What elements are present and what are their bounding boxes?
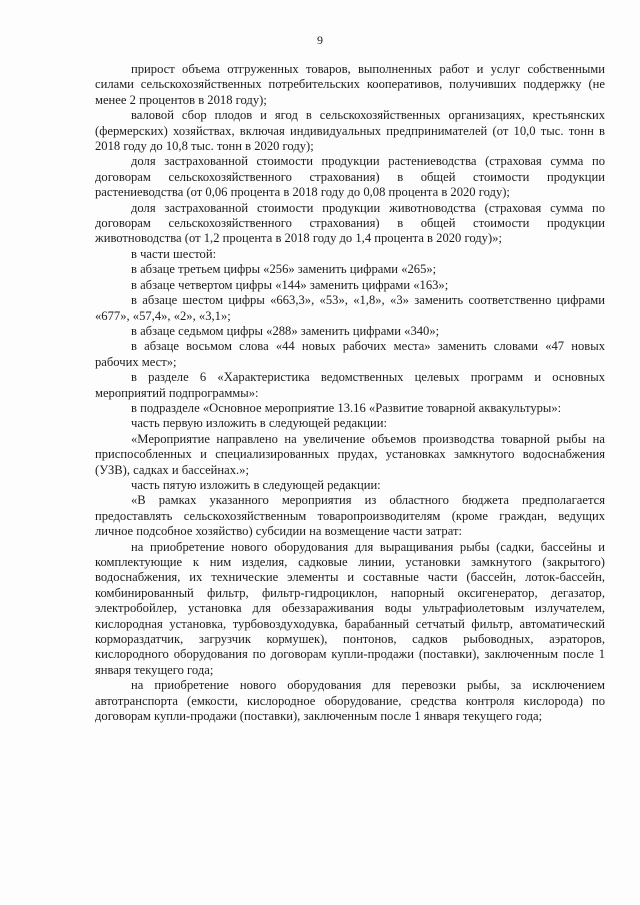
- paragraph: часть первую изложить в следующей редакции:: [131, 416, 387, 431]
- paragraph: на приобретение нового оборудования для выращивания рыбы (садки, бассейны и комплектующие к ним изделия, садковые линии, установки замкнутого (закрытого) водоснабжения, их технические элементы и составные части (бассейн, лоток-бассейн, комбинированный фильтр, фильтр-гидроциклон, напорный оксигенератор, дегазатор, электробойлер, установка для обеззараживания воды ультрафиолетовым излучателем, кислородная установка, турбовоздуходувка, барабанный сетчатый фильтр, автоматический кормораздатчик, загрузчик кормушек), понтонов, садков рыбоводных, аэраторов, кислородного оборудования по договорам купли-продажи (поставки), заключенным после 1 января текущего года;: [95, 539, 605, 677]
- page-number: 9: [317, 33, 323, 47]
- paragraph: «В рамках указанного мероприятия из областного бюджета предполагается предоставлять сельскохозяйственным товаропроизводителям (кроме граждан, ведущих личное подсобное хозяйство) субсидии на возмещение части затрат:: [95, 493, 605, 539]
- paragraph: в абзаце четвертом цифры «144» заменить цифрами «163»;: [131, 277, 449, 292]
- paragraph: часть пятую изложить в следующей редакции:: [131, 477, 381, 492]
- paragraph: на приобретение нового оборудования для перевозки рыбы, за исключением автотранспорта (емкости, кислородное оборудование, средства контроля кислорода) по договорам купли-продажи (поставки), заключенным после 1 января текущего года;: [95, 678, 605, 724]
- paragraph: прирост объема отгруженных товаров, выполненных работ и услуг собственными силами сельскохозяйственных потребительских кооперативов, получивших поддержку (не менее 2 процентов в 2018 году);: [95, 62, 605, 107]
- paragraph: в разделе 6 «Характеристика ведомственных целевых программ и основных мероприятий подпрограммы»:: [95, 370, 605, 400]
- paragraph: в подразделе «Основное мероприятие 13.16 «Развитие товарной аквакультуры»:: [131, 400, 562, 415]
- document-body: [95, 62, 605, 724]
- paragraph: в части шестой:: [131, 246, 217, 261]
- paragraph: в абзаце седьмом цифры «288» заменить цифрами «340»;: [131, 323, 440, 338]
- paragraph: в абзаце восьмом слова «44 новых рабочих места» заменить словами «47 новых рабочих мест»;: [95, 339, 605, 369]
- paragraph: «Мероприятие направлено на увеличение объемов производства товарной рыбы на приспособленных и специализированных прудах, установках замкнутого водоснабжения (УЗВ), садках и бассейнах.»;: [95, 431, 605, 477]
- paragraph: в абзаце третьем цифры «256» заменить цифрами «265»;: [131, 262, 437, 277]
- paragraph: доля застрахованной стоимости продукции животноводства (страховая сумма по договорам сельскохозяйственного страхования) в общей стоимости продукции животноводства (от 1,2 процента в 2018 году до 1,4 процента в 2020 году)»;: [95, 200, 605, 246]
- paragraph: валовой сбор плодов и ягод в сельскохозяйственных организациях, крестьянских (фермерских) хозяйствах, включая индивидуальных предпринимателей (от 10,0 тыс. тонн в 2018 году до 10,8 тыс. тонн в 2020 году);: [95, 108, 605, 154]
- paragraph: в абзаце шестом цифры «663,3», «53», «1,8», «3» заменить соответственно цифрами «677», «57,4», «2», «3,1»;: [95, 293, 605, 323]
- paragraph: доля застрахованной стоимости продукции растениеводства (страховая сумма по договорам сельскохозяйственного страхования) в общей стоимости продукции растениеводства (от 0,06 процента в 2018 году до 0,08 процента в 2020 году);: [95, 154, 605, 200]
